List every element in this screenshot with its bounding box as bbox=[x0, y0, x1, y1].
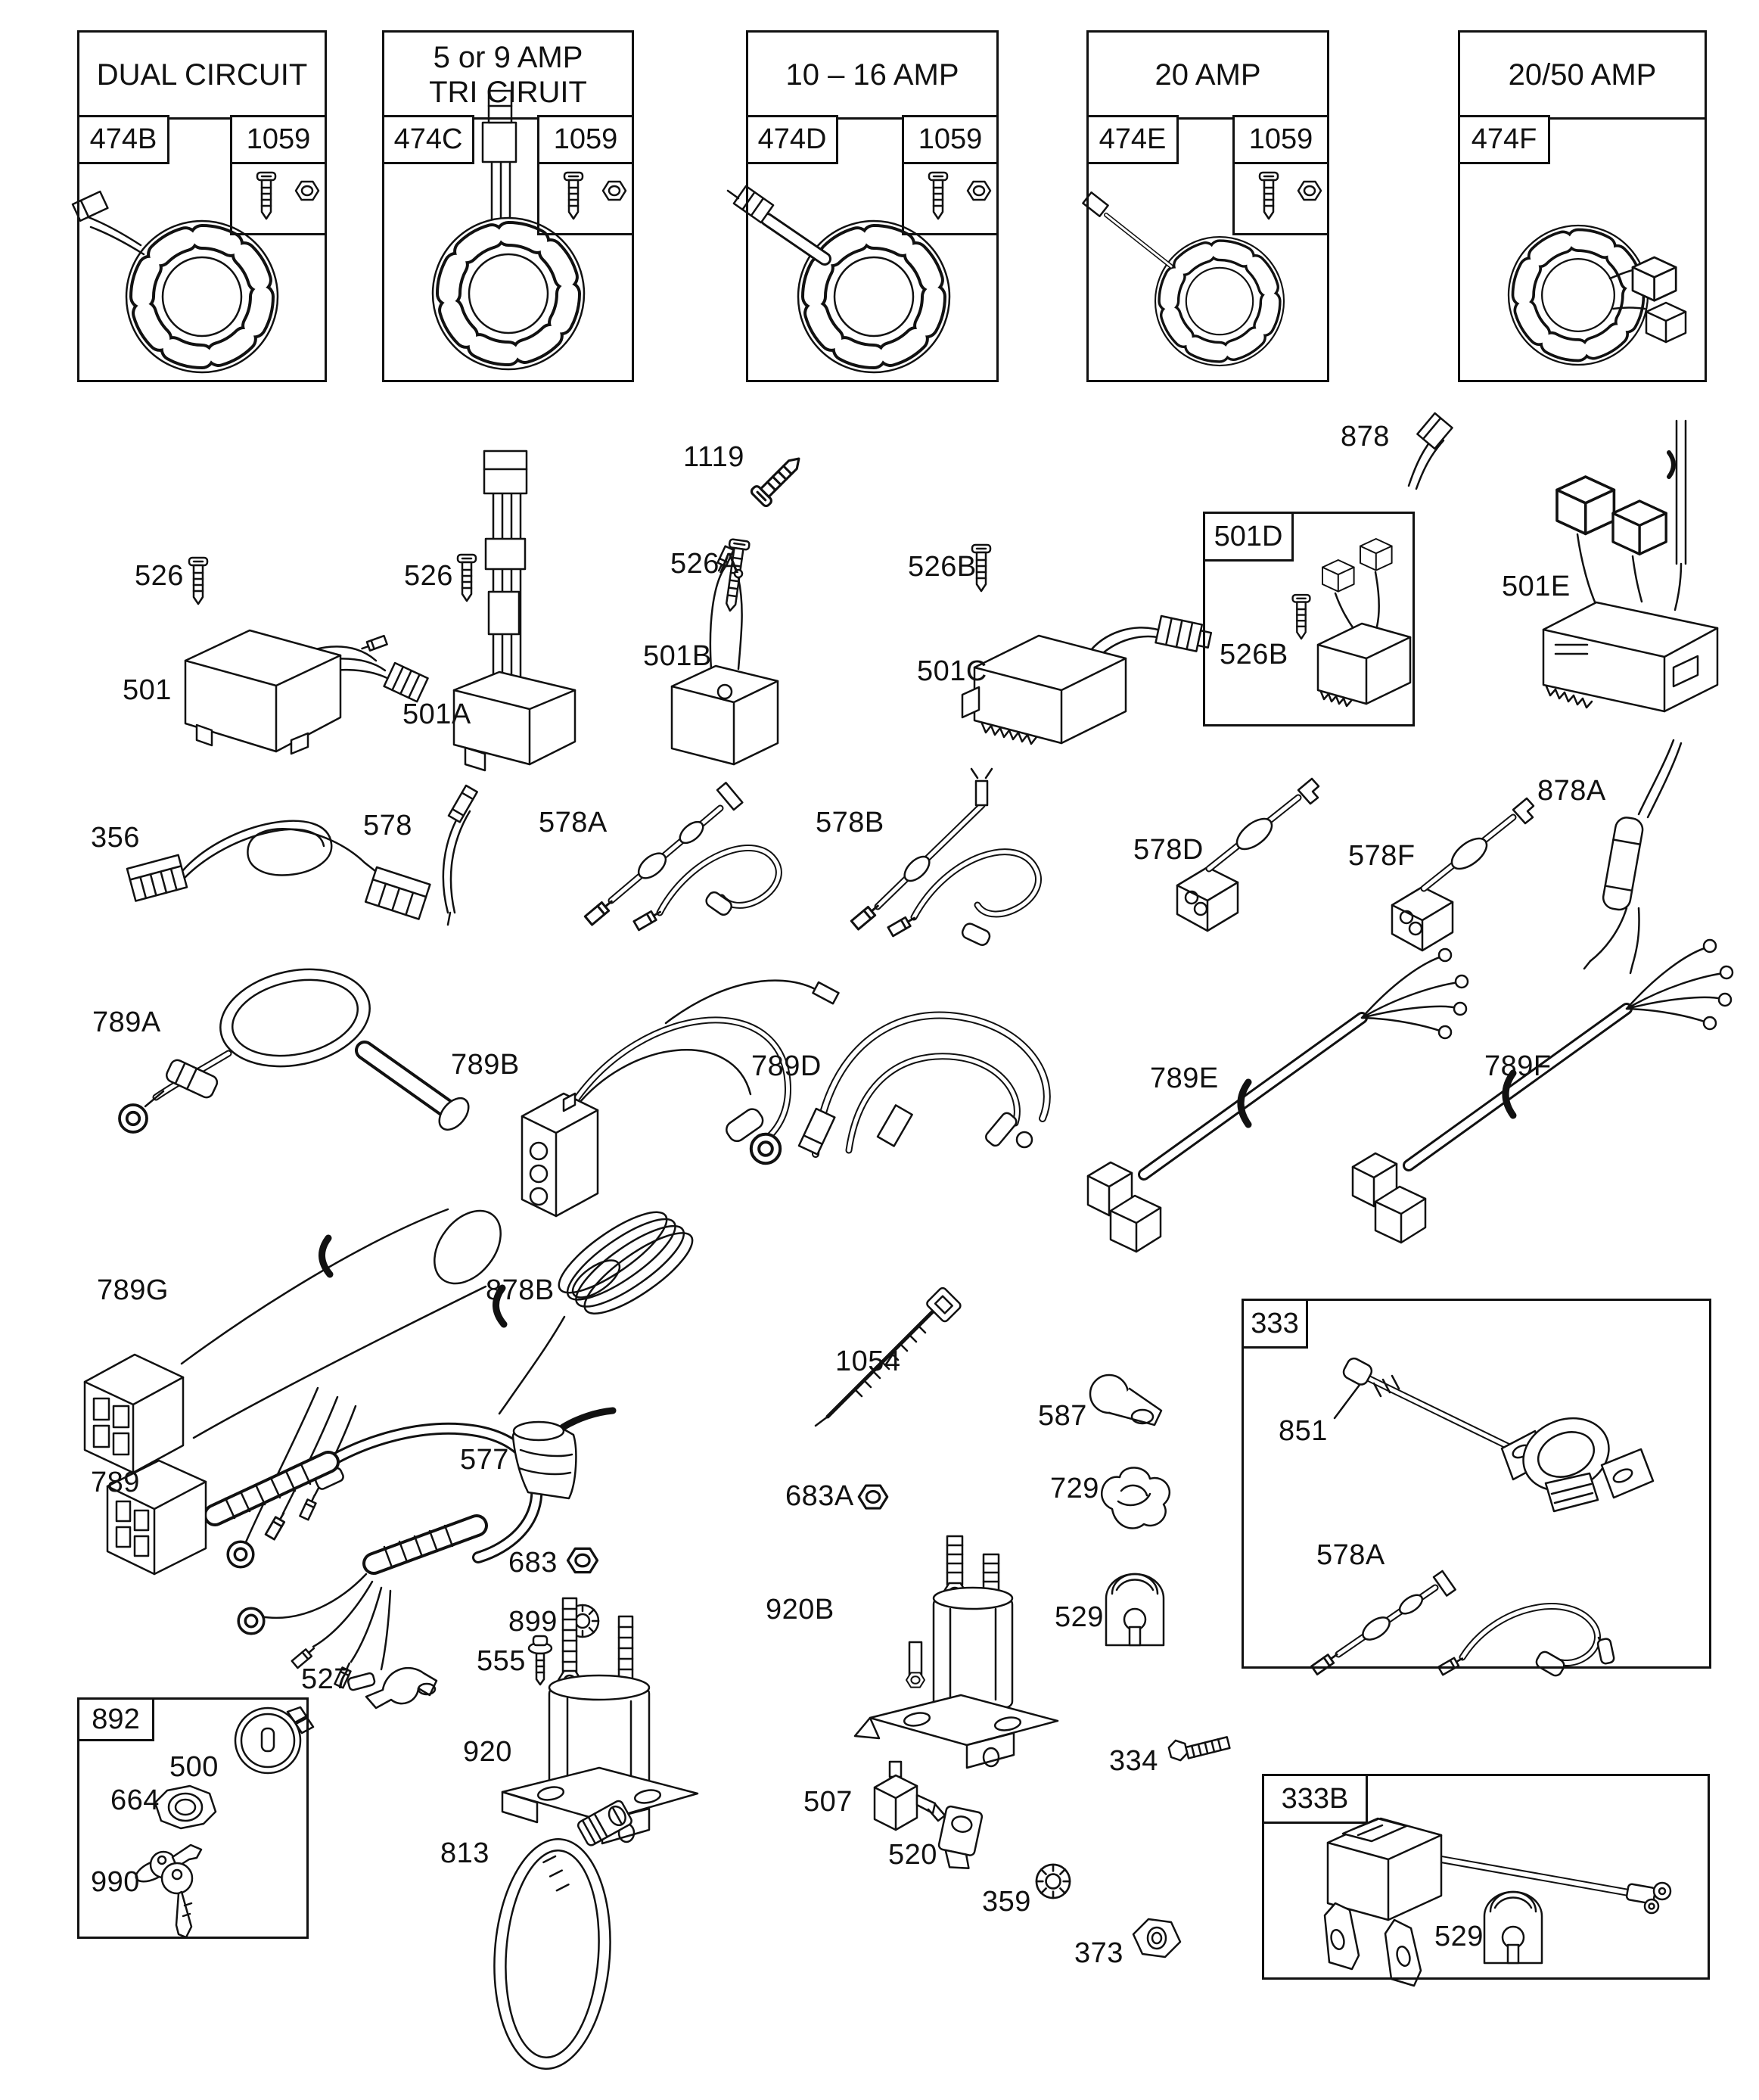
harness-578a-drawing bbox=[585, 782, 778, 930]
clamp-587-icon bbox=[1090, 1375, 1161, 1425]
part-label-789b: 789B bbox=[451, 1049, 520, 1081]
regulator-501c-drawing bbox=[962, 616, 1212, 744]
part-label-729: 729 bbox=[1050, 1473, 1099, 1504]
part-tag-474f: 474F bbox=[1458, 115, 1550, 164]
part-label-587: 587 bbox=[1038, 1400, 1087, 1432]
group-box-333 bbox=[1242, 1299, 1711, 1669]
option-box-title bbox=[1089, 33, 1327, 120]
bracket-520-icon bbox=[935, 1806, 983, 1871]
part-label-789e: 789E bbox=[1150, 1062, 1219, 1094]
group-box-501d bbox=[1203, 512, 1415, 726]
hardware-cell bbox=[230, 162, 325, 235]
part-label-526b: 526B bbox=[908, 551, 977, 583]
part-tag-474c: 474C bbox=[382, 115, 474, 164]
part-label-526b-2: 526B bbox=[1220, 639, 1288, 670]
option-box-title bbox=[1460, 33, 1705, 120]
option-box-title bbox=[748, 33, 996, 120]
group-tag-333b: 333B bbox=[1262, 1774, 1368, 1824]
part-label-527: 527 bbox=[301, 1663, 350, 1695]
wire-578-drawing bbox=[443, 786, 477, 925]
screw-555-icon bbox=[529, 1636, 552, 1685]
part-label-359: 359 bbox=[982, 1886, 1031, 1918]
part-label-878a: 878A bbox=[1537, 775, 1606, 807]
harness-789b-drawing bbox=[522, 981, 838, 1216]
part-label-789a: 789A bbox=[92, 1006, 161, 1038]
hardware-tag-1059: 1059 bbox=[1232, 115, 1329, 164]
part-tag-474d: 474D bbox=[746, 115, 838, 164]
option-box-10-16-amp bbox=[746, 30, 999, 382]
part-label-813: 813 bbox=[440, 1837, 489, 1869]
part-label-356: 356 bbox=[91, 822, 140, 854]
part-label-373: 373 bbox=[1074, 1937, 1123, 1969]
hardware-tag-1059: 1059 bbox=[230, 115, 327, 164]
part-label-529: 529 bbox=[1055, 1601, 1104, 1633]
hose-clamp-813-icon bbox=[487, 1791, 635, 2074]
part-label-920: 920 bbox=[463, 1736, 512, 1768]
part-label-501e: 501E bbox=[1502, 571, 1571, 602]
group-tag-333: 333 bbox=[1242, 1299, 1308, 1349]
wire-878-icon bbox=[1409, 413, 1453, 489]
part-label-501c: 501C bbox=[917, 655, 987, 687]
solenoid-920b-drawing bbox=[855, 1536, 1058, 1768]
part-label-578a-333: 578A bbox=[1316, 1539, 1385, 1571]
regulator-501e-drawing bbox=[1543, 421, 1717, 711]
title-line: 20 AMP bbox=[1155, 58, 1261, 92]
option-box-dual-circuit bbox=[77, 30, 327, 382]
bolt-1119-icon bbox=[750, 450, 806, 507]
lead-578f-drawing bbox=[1392, 798, 1534, 950]
group-box-333b bbox=[1262, 1774, 1710, 1980]
harness-578b-drawing bbox=[851, 769, 1038, 947]
title-line: DUAL CIRCUIT bbox=[96, 58, 308, 92]
part-tag-474b: 474B bbox=[77, 115, 169, 164]
clamp-527-icon bbox=[366, 1668, 437, 1708]
part-label-578b: 578B bbox=[816, 807, 884, 838]
locknut-373-icon bbox=[1133, 1919, 1180, 1957]
regulator-501a-drawing bbox=[454, 451, 575, 770]
part-label-664: 664 bbox=[110, 1784, 160, 1816]
screw-526-icon bbox=[189, 558, 207, 604]
part-label-789f: 789F bbox=[1484, 1050, 1552, 1082]
group-box-892 bbox=[77, 1697, 309, 1939]
part-label-990: 990 bbox=[91, 1866, 140, 1898]
part-label-529b: 529 bbox=[1434, 1921, 1484, 1952]
part-label-899: 899 bbox=[508, 1606, 558, 1638]
switch-507-icon bbox=[875, 1762, 945, 1830]
hardware-tag-1059: 1059 bbox=[537, 115, 634, 164]
bolt-334-icon bbox=[1167, 1728, 1229, 1762]
part-label-526-2: 526 bbox=[404, 560, 453, 592]
part-label-526a: 526A bbox=[670, 548, 739, 580]
part-label-501: 501 bbox=[123, 674, 172, 706]
part-label-500: 500 bbox=[169, 1751, 219, 1783]
cable-789f-drawing bbox=[1353, 940, 1733, 1243]
option-box-tri-circuit bbox=[382, 30, 634, 382]
part-label-878: 878 bbox=[1341, 421, 1390, 453]
part-label-789g: 789G bbox=[97, 1274, 169, 1306]
screw-526-icon-2 bbox=[458, 555, 476, 601]
hardware-cell bbox=[537, 162, 632, 235]
title-line: 20/50 AMP bbox=[1508, 58, 1657, 92]
part-label-501a: 501A bbox=[402, 698, 471, 730]
option-box-title bbox=[384, 33, 632, 120]
part-label-789: 789 bbox=[91, 1467, 140, 1498]
group-tag-501d: 501D bbox=[1203, 512, 1294, 562]
part-label-578d: 578D bbox=[1133, 834, 1204, 866]
option-box-20-amp bbox=[1086, 30, 1329, 382]
hardware-cell bbox=[902, 162, 996, 235]
part-label-1054: 1054 bbox=[835, 1346, 901, 1377]
hardware-cell bbox=[1232, 162, 1327, 235]
option-box-20-50-amp bbox=[1458, 30, 1707, 382]
harness-789a-drawing bbox=[120, 957, 474, 1135]
harness-789d-drawing bbox=[799, 1015, 1047, 1154]
part-label-507: 507 bbox=[803, 1786, 853, 1818]
part-label-683: 683 bbox=[508, 1547, 558, 1579]
part-label-501b: 501B bbox=[643, 640, 712, 672]
part-label-1119: 1119 bbox=[683, 441, 744, 473]
regulator-501-drawing bbox=[185, 630, 428, 754]
part-label-789d: 789D bbox=[751, 1050, 822, 1082]
group-tag-892: 892 bbox=[77, 1697, 154, 1741]
title-line: TRI CIRUIT bbox=[429, 76, 587, 109]
part-tag-474e: 474E bbox=[1086, 115, 1179, 164]
part-label-578: 578 bbox=[363, 810, 412, 842]
title-line: 5 or 9 AMP bbox=[433, 41, 583, 74]
nut-683-icon bbox=[568, 1548, 598, 1572]
spark-boot-577-icon bbox=[513, 1411, 613, 1498]
part-label-526: 526 bbox=[135, 560, 184, 592]
star-washer-359-icon bbox=[1036, 1865, 1070, 1898]
part-label-555: 555 bbox=[477, 1645, 526, 1677]
part-label-878b: 878B bbox=[486, 1274, 555, 1306]
option-box-title bbox=[79, 33, 325, 120]
part-label-577: 577 bbox=[460, 1444, 509, 1476]
part-label-920b: 920B bbox=[766, 1594, 834, 1626]
part-label-578a: 578A bbox=[539, 807, 608, 838]
title-line: 10 – 16 AMP bbox=[785, 58, 959, 92]
grommet-529-icon bbox=[1106, 1574, 1164, 1645]
part-label-578f: 578F bbox=[1348, 840, 1416, 872]
part-label-334: 334 bbox=[1109, 1745, 1158, 1777]
part-label-683a: 683A bbox=[785, 1480, 854, 1512]
part-label-520: 520 bbox=[888, 1839, 937, 1871]
clip-729-icon bbox=[1102, 1467, 1170, 1528]
nut-683a-icon bbox=[859, 1486, 887, 1508]
hardware-tag-1059: 1059 bbox=[902, 115, 999, 164]
part-label-851: 851 bbox=[1279, 1415, 1328, 1447]
